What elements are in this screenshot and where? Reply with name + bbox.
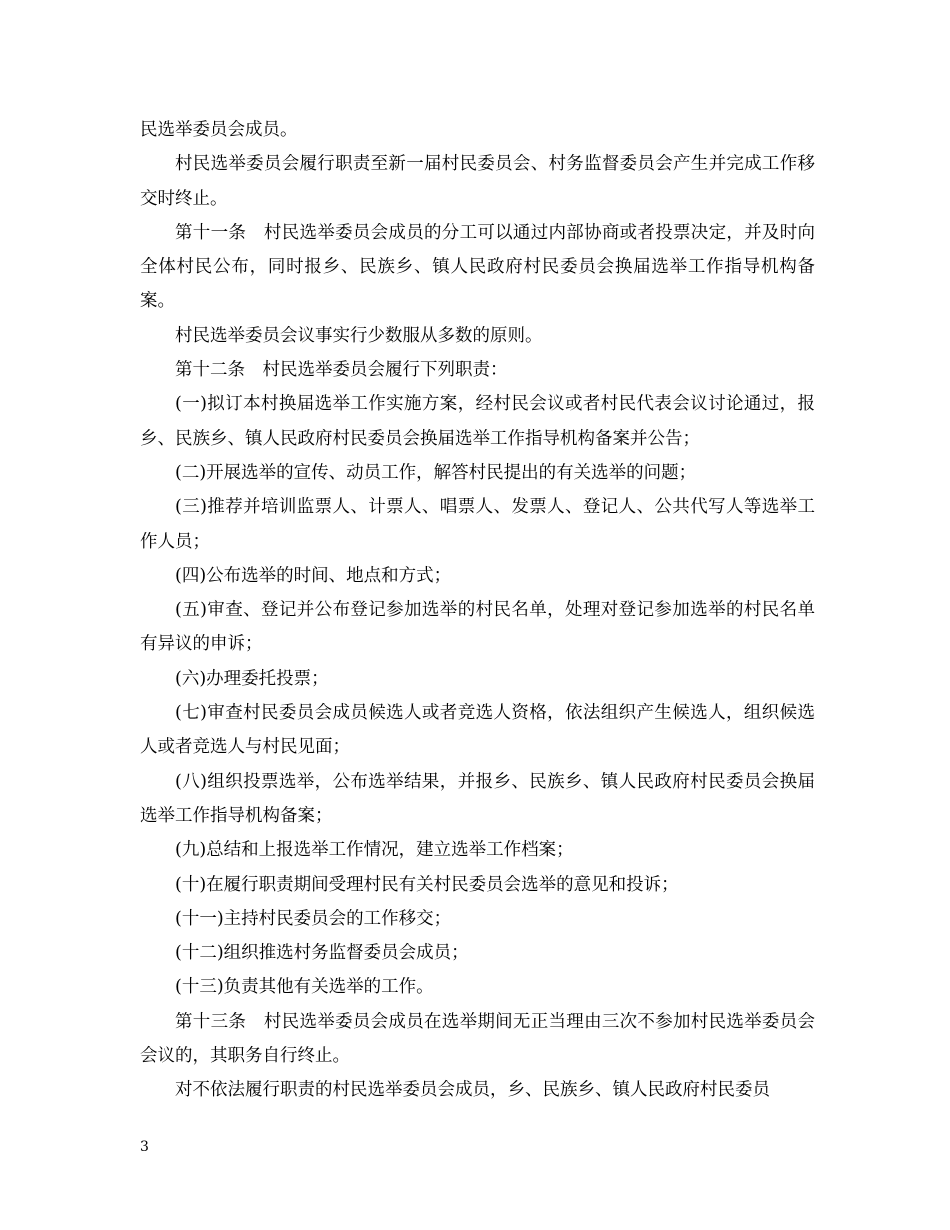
duty-item-10: (十)在履行职责期间受理村民有关村民委员会选举的意见和投诉； bbox=[175, 874, 679, 895]
duty-item-13: (十三)负责其他有关选举的工作。 bbox=[175, 977, 434, 998]
paragraph-continuation: 民选举委员会成员。 bbox=[140, 120, 298, 140]
paragraph: 村民选举委员会履行职责至新一届村民委员会、村务监督委员会产生并完成工作移交时终止。 bbox=[140, 154, 815, 209]
duty-item-1: (一)拟订本村换届选举工作实施方案，经村民会议或者村民代表会议讨论通过，报乡、民族乡、镇人民政府村民委员会换届选举工作指导机构备案并公告； bbox=[140, 394, 815, 449]
duty-item-3: (三)推荐并培训监票人、计票人、唱票人、发票人、登记人、公共代写人等选举工作人员； bbox=[140, 497, 815, 552]
duty-item-12: (十二)组织推选村务监督委员会成员； bbox=[175, 943, 469, 964]
duty-item-11: (十一)主持村民委员会的工作移交； bbox=[175, 908, 452, 929]
duty-item-7: (七)审查村民委员会成员候选人或者竞选人资格，依法组织产生候选人，组织候选人或者竞选人与村民见面； bbox=[140, 703, 815, 758]
duty-item-8: (八)组织投票选举，公布选举结果，并报乡、民族乡、镇人民政府村民委员会换届选举工作指导机构备案； bbox=[140, 771, 815, 826]
article-11-paragraph: 第十一条 村民选举委员会成员的分工可以通过内部协商或者投票决定，并及时向全体村民公布，同时报乡、民族乡、镇人民政府村民委员会换届选举工作指导机构备案。 bbox=[140, 222, 815, 312]
article-12-heading: 第十二条 村民选举委员会履行下列职责： bbox=[175, 360, 508, 381]
duty-item-5: (五)审查、登记并公布登记参加选举的村民名单，处理对登记参加选举的村民名单有异议的申诉； bbox=[140, 600, 815, 655]
duty-item-6: (六)办理委托投票； bbox=[175, 668, 329, 689]
page-number: 3 bbox=[140, 1139, 149, 1155]
article-13-paragraph: 第十三条 村民选举委员会成员在选举期间无正当理由三次不参加村民选举委员会会议的，其职务自行终止。 bbox=[140, 1011, 815, 1067]
duty-item-2: (二)开展选举的宣传、动员工作，解答村民提出的有关选举的问题； bbox=[175, 462, 697, 483]
paragraph: 村民选举委员会议事实行少数服从多数的原则。 bbox=[175, 325, 543, 346]
duty-item-4: (四)公布选举的时间、地点和方式； bbox=[175, 565, 452, 586]
document-body bbox=[140, 113, 815, 1108]
duty-item-9: (九)总结和上报选举工作情况，建立选举工作档案； bbox=[175, 840, 574, 861]
paragraph: 对不依法履行职责的村民选举委员会成员，乡、民族乡、镇人民政府村民委员 bbox=[175, 1080, 770, 1101]
